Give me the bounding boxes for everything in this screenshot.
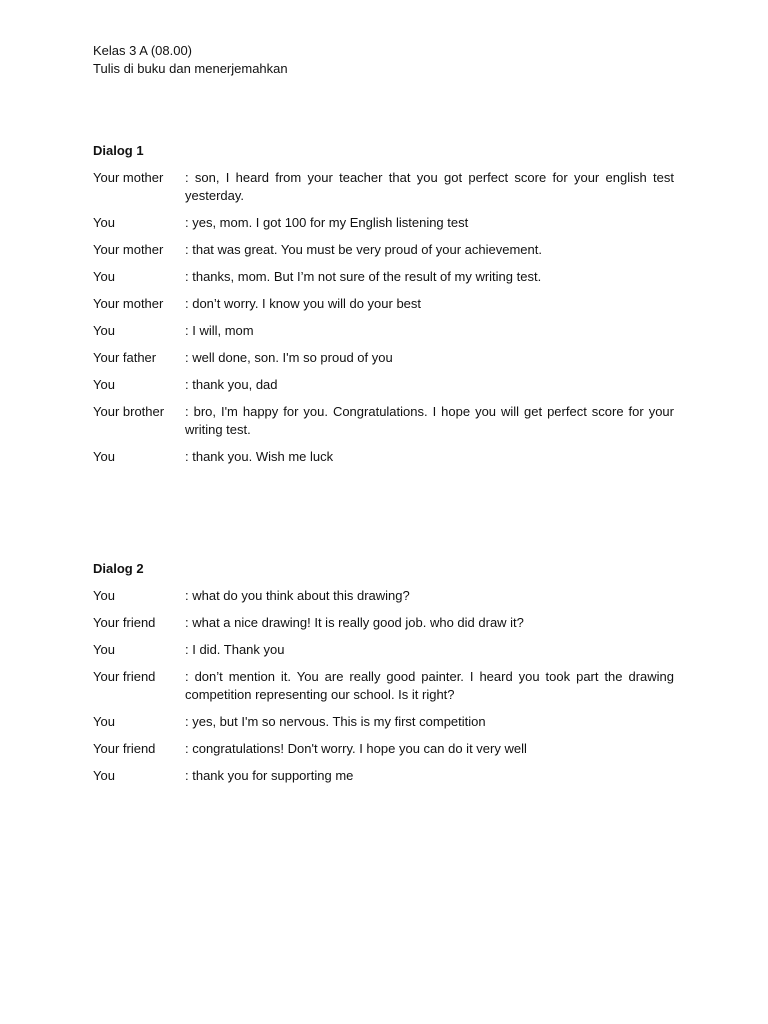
- dialog-line: [93, 214, 674, 232]
- dialog-line: [93, 169, 674, 205]
- speaker-name: You: [93, 377, 115, 392]
- speaker-name: Your brother: [93, 404, 165, 419]
- dialog-line: [93, 295, 674, 313]
- instruction-line: Tulis di buku dan menerjemahkan: [93, 61, 288, 76]
- utterance-text: : thanks, mom. But I’m not sure of the result of my writing test.: [185, 269, 542, 284]
- speaker-name: Your friend: [93, 741, 156, 756]
- dialog-line: [93, 614, 674, 632]
- dialog-1-title: Dialog 1: [93, 143, 144, 158]
- dialog-1-section: [93, 142, 674, 475]
- speaker-name: Your mother: [93, 170, 164, 185]
- utterance-text: : I will, mom: [185, 323, 254, 338]
- dialog-line: [93, 349, 674, 367]
- dialog-line: [93, 641, 674, 659]
- speaker-name: You: [93, 449, 115, 464]
- speaker-name: You: [93, 714, 115, 729]
- speaker-name: Your father: [93, 350, 157, 365]
- dialog-line: [93, 587, 674, 605]
- speaker-name: You: [93, 642, 115, 657]
- dialog-line: [93, 713, 674, 731]
- document-header: [93, 42, 288, 78]
- utterance-text: : thank you, dad: [185, 377, 278, 392]
- utterance-text: : don’t worry. I know you will do your best: [185, 296, 422, 311]
- utterance-text: : yes, mom. I got 100 for my English listening test: [185, 215, 469, 230]
- dialog-line: [93, 448, 674, 466]
- dialog-line: [93, 767, 674, 785]
- dialog-line: [93, 268, 674, 286]
- dialog-line: [93, 241, 674, 259]
- class-line: Kelas 3 A (08.00): [93, 43, 193, 58]
- utterance-text: : thank you for supporting me: [185, 768, 354, 783]
- speaker-name: You: [93, 588, 115, 603]
- utterance-text: : bro, I'm happy for you. Congratulations. I hope you will get perfect score for your writing test.: [185, 404, 674, 437]
- utterance-text: : what do you think about this drawing?: [185, 588, 410, 603]
- speaker-name: You: [93, 215, 115, 230]
- dialog-2-section: [93, 560, 674, 794]
- utterance-text: : what a nice drawing! It is really good job. who did draw it?: [185, 615, 524, 630]
- utterance-text: : I did. Thank you: [185, 642, 285, 657]
- utterance-text: : well done, son. I'm so proud of you: [185, 350, 393, 365]
- speaker-name: You: [93, 323, 115, 338]
- speaker-name: You: [93, 269, 115, 284]
- speaker-name: Your friend: [93, 669, 156, 684]
- utterance-text: : congratulations! Don't worry. I hope you can do it very well: [185, 741, 527, 756]
- utterance-text: : yes, but I'm so nervous. This is my first competition: [185, 714, 486, 729]
- utterance-text: : thank you. Wish me luck: [185, 449, 334, 464]
- utterance-text: : that was great. You must be very proud of your achievement.: [185, 242, 542, 257]
- dialog-2-title: Dialog 2: [93, 561, 144, 576]
- dialog-line: [93, 740, 674, 758]
- speaker-name: Your friend: [93, 615, 156, 630]
- dialog-line: [93, 403, 674, 439]
- dialog-line: [93, 376, 674, 394]
- utterance-text: : don’t mention it. You are really good painter. I heard you took part the drawing competition representing our school. Is it right?: [185, 669, 674, 702]
- utterance-text: : son, I heard from your teacher that you got perfect score for your english test yesterday.: [185, 170, 674, 203]
- dialog-line: [93, 668, 674, 704]
- speaker-name: Your mother: [93, 242, 164, 257]
- speaker-name: You: [93, 768, 115, 783]
- dialog-line: [93, 322, 674, 340]
- speaker-name: Your mother: [93, 296, 164, 311]
